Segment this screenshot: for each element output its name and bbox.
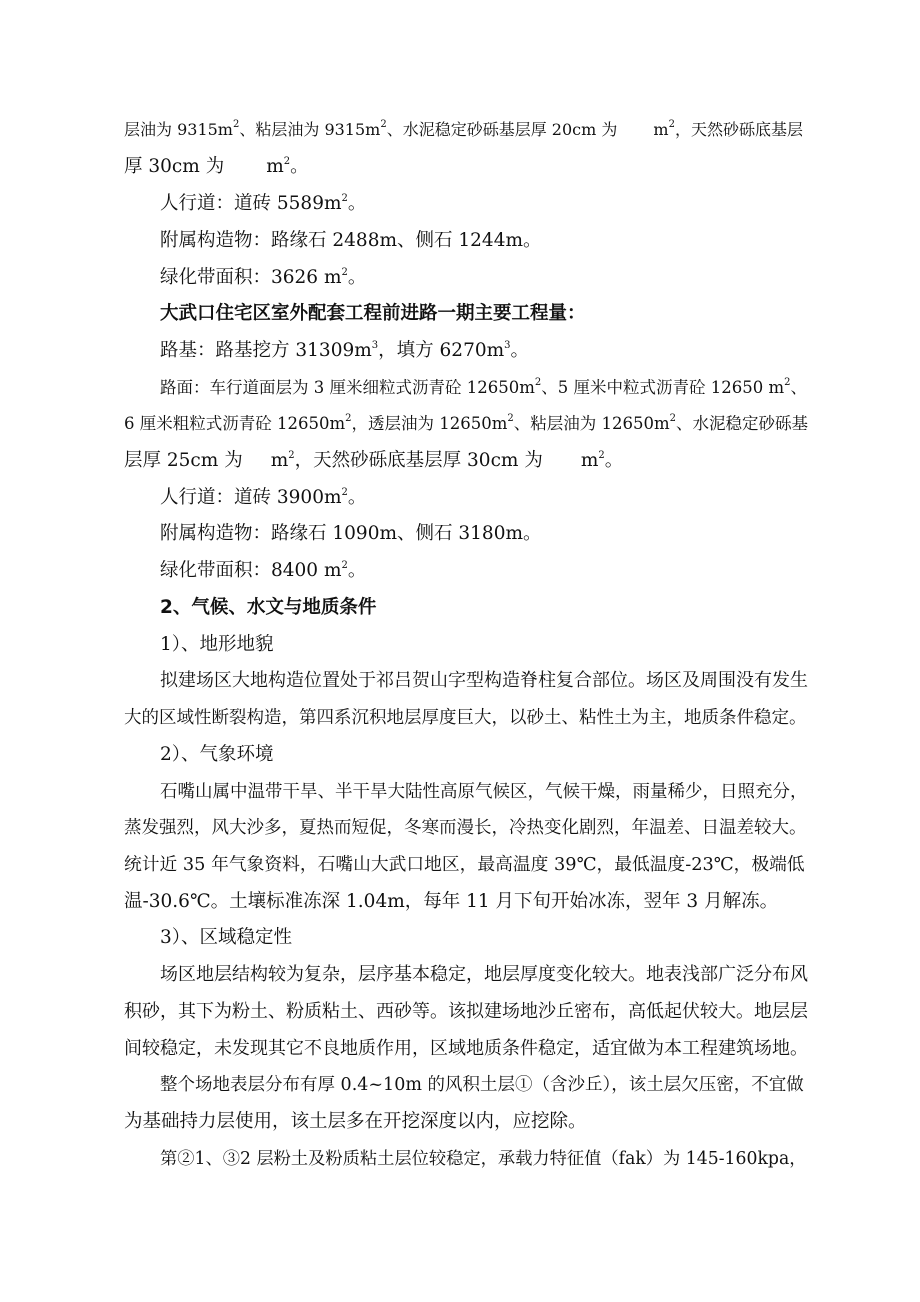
text-line: 第②1、③2 层粉土及粉质粘土层位较稳定，承载力特征值（fak）为 145-160kpa，	[160, 1149, 807, 1169]
text-line: 层油为 $9315m^2$、粘层油为 $9315m^2$、水泥稳定砂砾基层厚 20cm 为 $m^2$，天然砂砾底基层	[124, 119, 803, 139]
text-line: 间较稳定，未发现其它不良地质作用，区域地质条件稳定，适宜做为本工程建筑场地。	[124, 1038, 808, 1059]
text-line: 绿化带面积：8400 $m^2$。	[160, 560, 367, 581]
text-line: 层厚 25cm 为 $m^2$，天然砂砾底基层厚 30cm 为 $m^2$。	[124, 450, 624, 471]
text-line: 6 厘米粗粒式沥青砼 $12650m^2$，透层油为 $12650m^2$、粘层油为 $12650m^2$、水泥稳定砂砾基	[124, 413, 809, 433]
text-line: 积砂，其下为粉土、粉质粘土、西砂等。该拟建场地沙丘密布，高低起伏较大。地层层	[124, 1001, 808, 1022]
text-line: 场区地层结构较为复杂，层序基本稳定，地层厚度变化较大。地表浅部广泛分布风	[160, 964, 808, 985]
text-line: 整个场地表层分布有厚 0.4~10m 的风积土层①（含沙丘），该土层欠压密，不宜做	[160, 1075, 804, 1095]
text-line: 石嘴山属中温带干旱、半干旱大陆性高原气候区，气候干燥，雨量稀少，日照充分，	[160, 782, 808, 802]
text-line: 统计近 35 年气象资料，石嘴山大武口地区，最高温度 39℃，最低温度-23℃，极端低	[124, 855, 805, 875]
section-heading: 大武口住宅区室外配套工程前进路一期主要工程量：	[160, 303, 586, 324]
text-line: 温-30.6℃。土壤标准冻深 1.04m，每年 11 月下旬开始冰冻，翌年 3 月解冻。	[124, 891, 779, 912]
text-line: 厚 30cm 为 $m^2$。	[124, 156, 309, 177]
text-line: 人行道：道砖 $5589m^2$。	[160, 193, 367, 214]
text-line: 附属构造物：路缘石 1090m、侧石 3180m。	[160, 523, 542, 544]
text-line: 大的区域性断裂构造，第四系沉积地层厚度巨大，以砂土、粘性土为主，地质条件稳定。	[124, 708, 807, 728]
subsection-heading: 2）、气象环境	[160, 744, 274, 765]
subsection-heading: 1）、地形地貌	[160, 634, 274, 655]
text-line: 为基础持力层使用，该土层多在开挖深度以内，应挖除。	[124, 1111, 587, 1132]
text-line: 绿化带面积：3626 $m^2$。	[160, 267, 367, 288]
text-line: 附属构造物：路缘石 2488m、侧石 1244m。	[160, 230, 542, 251]
text-line: 路基：路基挖方 $31309m^3$，填方 $6270m^3$。	[160, 340, 530, 361]
text-line: 路面：车行道面层为 3 厘米细粒式沥青砼 $12650m^2$、5 厘米中粒式沥青砼 12650 $m^2$、	[160, 377, 807, 397]
text-line: 拟建场区大地构造位置处于祁吕贺山字型构造脊柱复合部位。场区及周围没有发生	[160, 670, 808, 691]
text-line: 蒸发强烈，风大沙多，夏热而短促，冬寒而漫长，冷热变化剧烈，年温差、日温差较大。	[124, 818, 807, 838]
text-line: 人行道：道砖 $3900m^2$。	[160, 487, 367, 508]
section-heading: 2、气候、水文与地质条件	[160, 597, 377, 618]
subsection-heading: 3）、区域稳定性	[160, 927, 293, 948]
